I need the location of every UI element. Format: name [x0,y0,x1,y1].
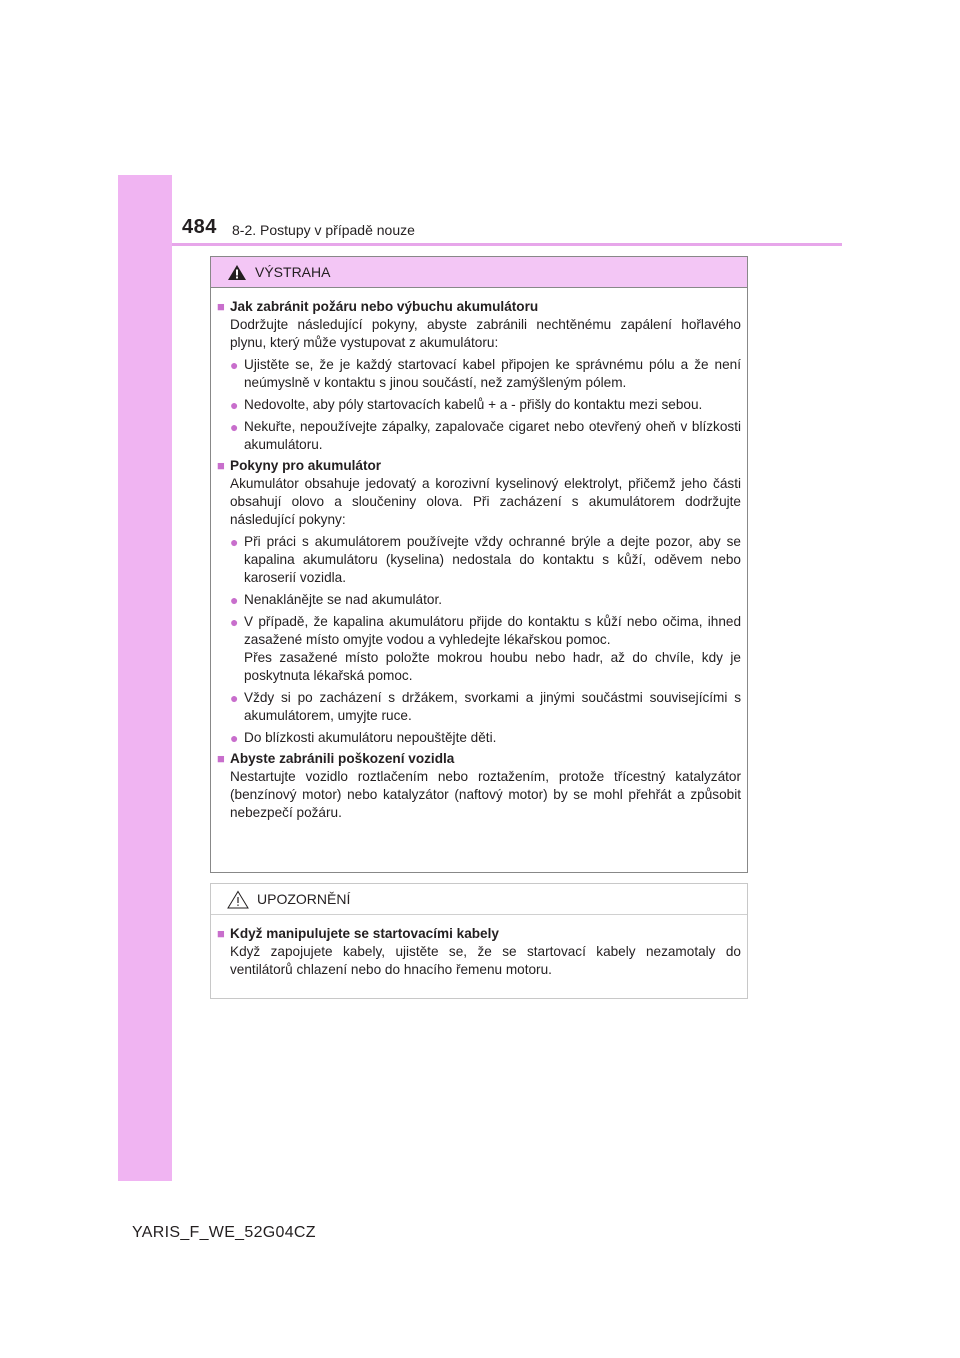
square-bullet-icon: ■ [217,926,225,941]
caution-label: UPOZORNĚNÍ [257,891,351,907]
circle-bullet-icon: ● [230,357,239,373]
warning-item-title [217,457,741,475]
list-item [217,613,741,685]
warning-box-header [211,257,747,288]
caution-triangle-icon [227,890,249,909]
caution-box-header [211,884,747,915]
item-title-text: Když manipulujete se startovacími kabely [230,926,499,941]
bullet-text: Při práci s akumulátorem používejte vždy ochranné brýle a dejte pozor, aby se kapalina akumulátoru (kyselina) nedostala do kontaktu s kůží, oděvem nebo karoserií vozidla. [244,534,741,585]
bullet-text: Do blízkosti akumulátoru nepouštějte děti. [244,730,497,745]
caution-item [217,925,741,979]
square-bullet-icon: ■ [217,751,225,766]
circle-bullet-icon: ● [230,397,239,413]
warning-item [217,750,741,822]
item-intro: Když zapojujete kabely, ujistěte se, že se startovací kabely nezamotaly do ventilátorů chlazení nebo do hnacího řemenu motoru. [230,944,741,977]
document-code: YARIS_F_WE_52G04CZ [132,1224,316,1241]
bullet-text: Ujistěte se, že je každý startovací kabel připojen ke správnému pólu a že není neúmyslně v kontaktu s jinou součástí, než zamýšleným pólem. [244,357,741,390]
page-number: 484 [182,216,217,238]
warning-item [217,457,741,747]
list-item [217,533,741,587]
warning-label: VÝSTRAHA [255,264,331,280]
item-intro: Dodržujte následující pokyny, abyste zabránili nechtěnému zapálení hořlavého plynu, který může vystupovat z akumulátoru: [230,317,741,350]
chapter-side-strip [118,175,172,1181]
bullet-text [244,613,741,685]
bullet-text: Nedovolte, aby póly startovacích kabelů + a - přišly do kontaktu mezi sebou. [244,397,703,412]
item-intro: Akumulátor obsahuje jedovatý a korozivní kyselinový elektrolyt, přičemž jeho části obsahují olovo a sloučeniny olova. Při zacházení s akumulátorem dodržujte následující pokyny: [230,476,741,527]
warning-item-title [217,750,741,768]
square-bullet-icon: ■ [217,299,225,314]
item-title-text: Pokyny pro akumulátor [230,458,382,473]
warning-item [217,298,741,454]
bullet-text-line: V případě, že kapalina akumulátoru přijde do kontaktu s kůží nebo očima, ihned zasažené místo omyjte vodou a vyhledejte lékařskou pomoc. [244,614,741,647]
bullet-text: Nenaklánějte se nad akumulátor. [244,592,442,607]
list-item [217,729,741,747]
circle-bullet-icon: ● [230,592,239,608]
bullet-text: Vždy si po zacházení s držákem, svorkami a jinými součástmi souvisejícími s akumulátorem, umyjte ruce. [244,690,741,723]
item-title-text: Jak zabránit požáru nebo výbuchu akumulátoru [230,299,539,314]
warning-triangle-icon [227,264,247,281]
circle-bullet-icon: ● [230,534,239,550]
item-intro: Nestartujte vozidlo roztlačením nebo roztažením, protože třícestný katalyzátor (benzínový motor) nebo katalyzátor (naftový motor) by se mohl přehřát a způsobit nebezpečí požáru. [230,769,741,820]
circle-bullet-icon: ● [230,690,239,706]
warning-box-body [211,288,747,822]
caution-box [210,883,748,999]
list-item [217,591,741,609]
warning-item-title [217,298,741,316]
bullet-text: Nekuřte, nepoužívejte zápalky, zapalovače cigaret nebo otevřený oheň v blízkosti akumulátoru. [244,419,741,452]
list-item [217,396,741,414]
warning-box [210,256,748,873]
list-item [217,418,741,454]
list-item [217,356,741,392]
list-item [217,689,741,725]
caution-box-body [211,915,747,979]
circle-bullet-icon: ● [230,614,239,630]
item-title-text: Abyste zabránili poškození vozidla [230,751,455,766]
header-divider [172,243,842,246]
circle-bullet-icon: ● [230,419,239,435]
bullet-text-line: Přes zasažené místo položte mokrou houbu nebo hadr, až do chvíle, kdy je poskytnuta lékařská pomoc. [244,650,741,683]
section-title: 8-2. Postupy v případě nouze [232,222,415,238]
circle-bullet-icon: ● [230,730,239,746]
caution-item-title [217,925,741,943]
square-bullet-icon: ■ [217,458,225,473]
